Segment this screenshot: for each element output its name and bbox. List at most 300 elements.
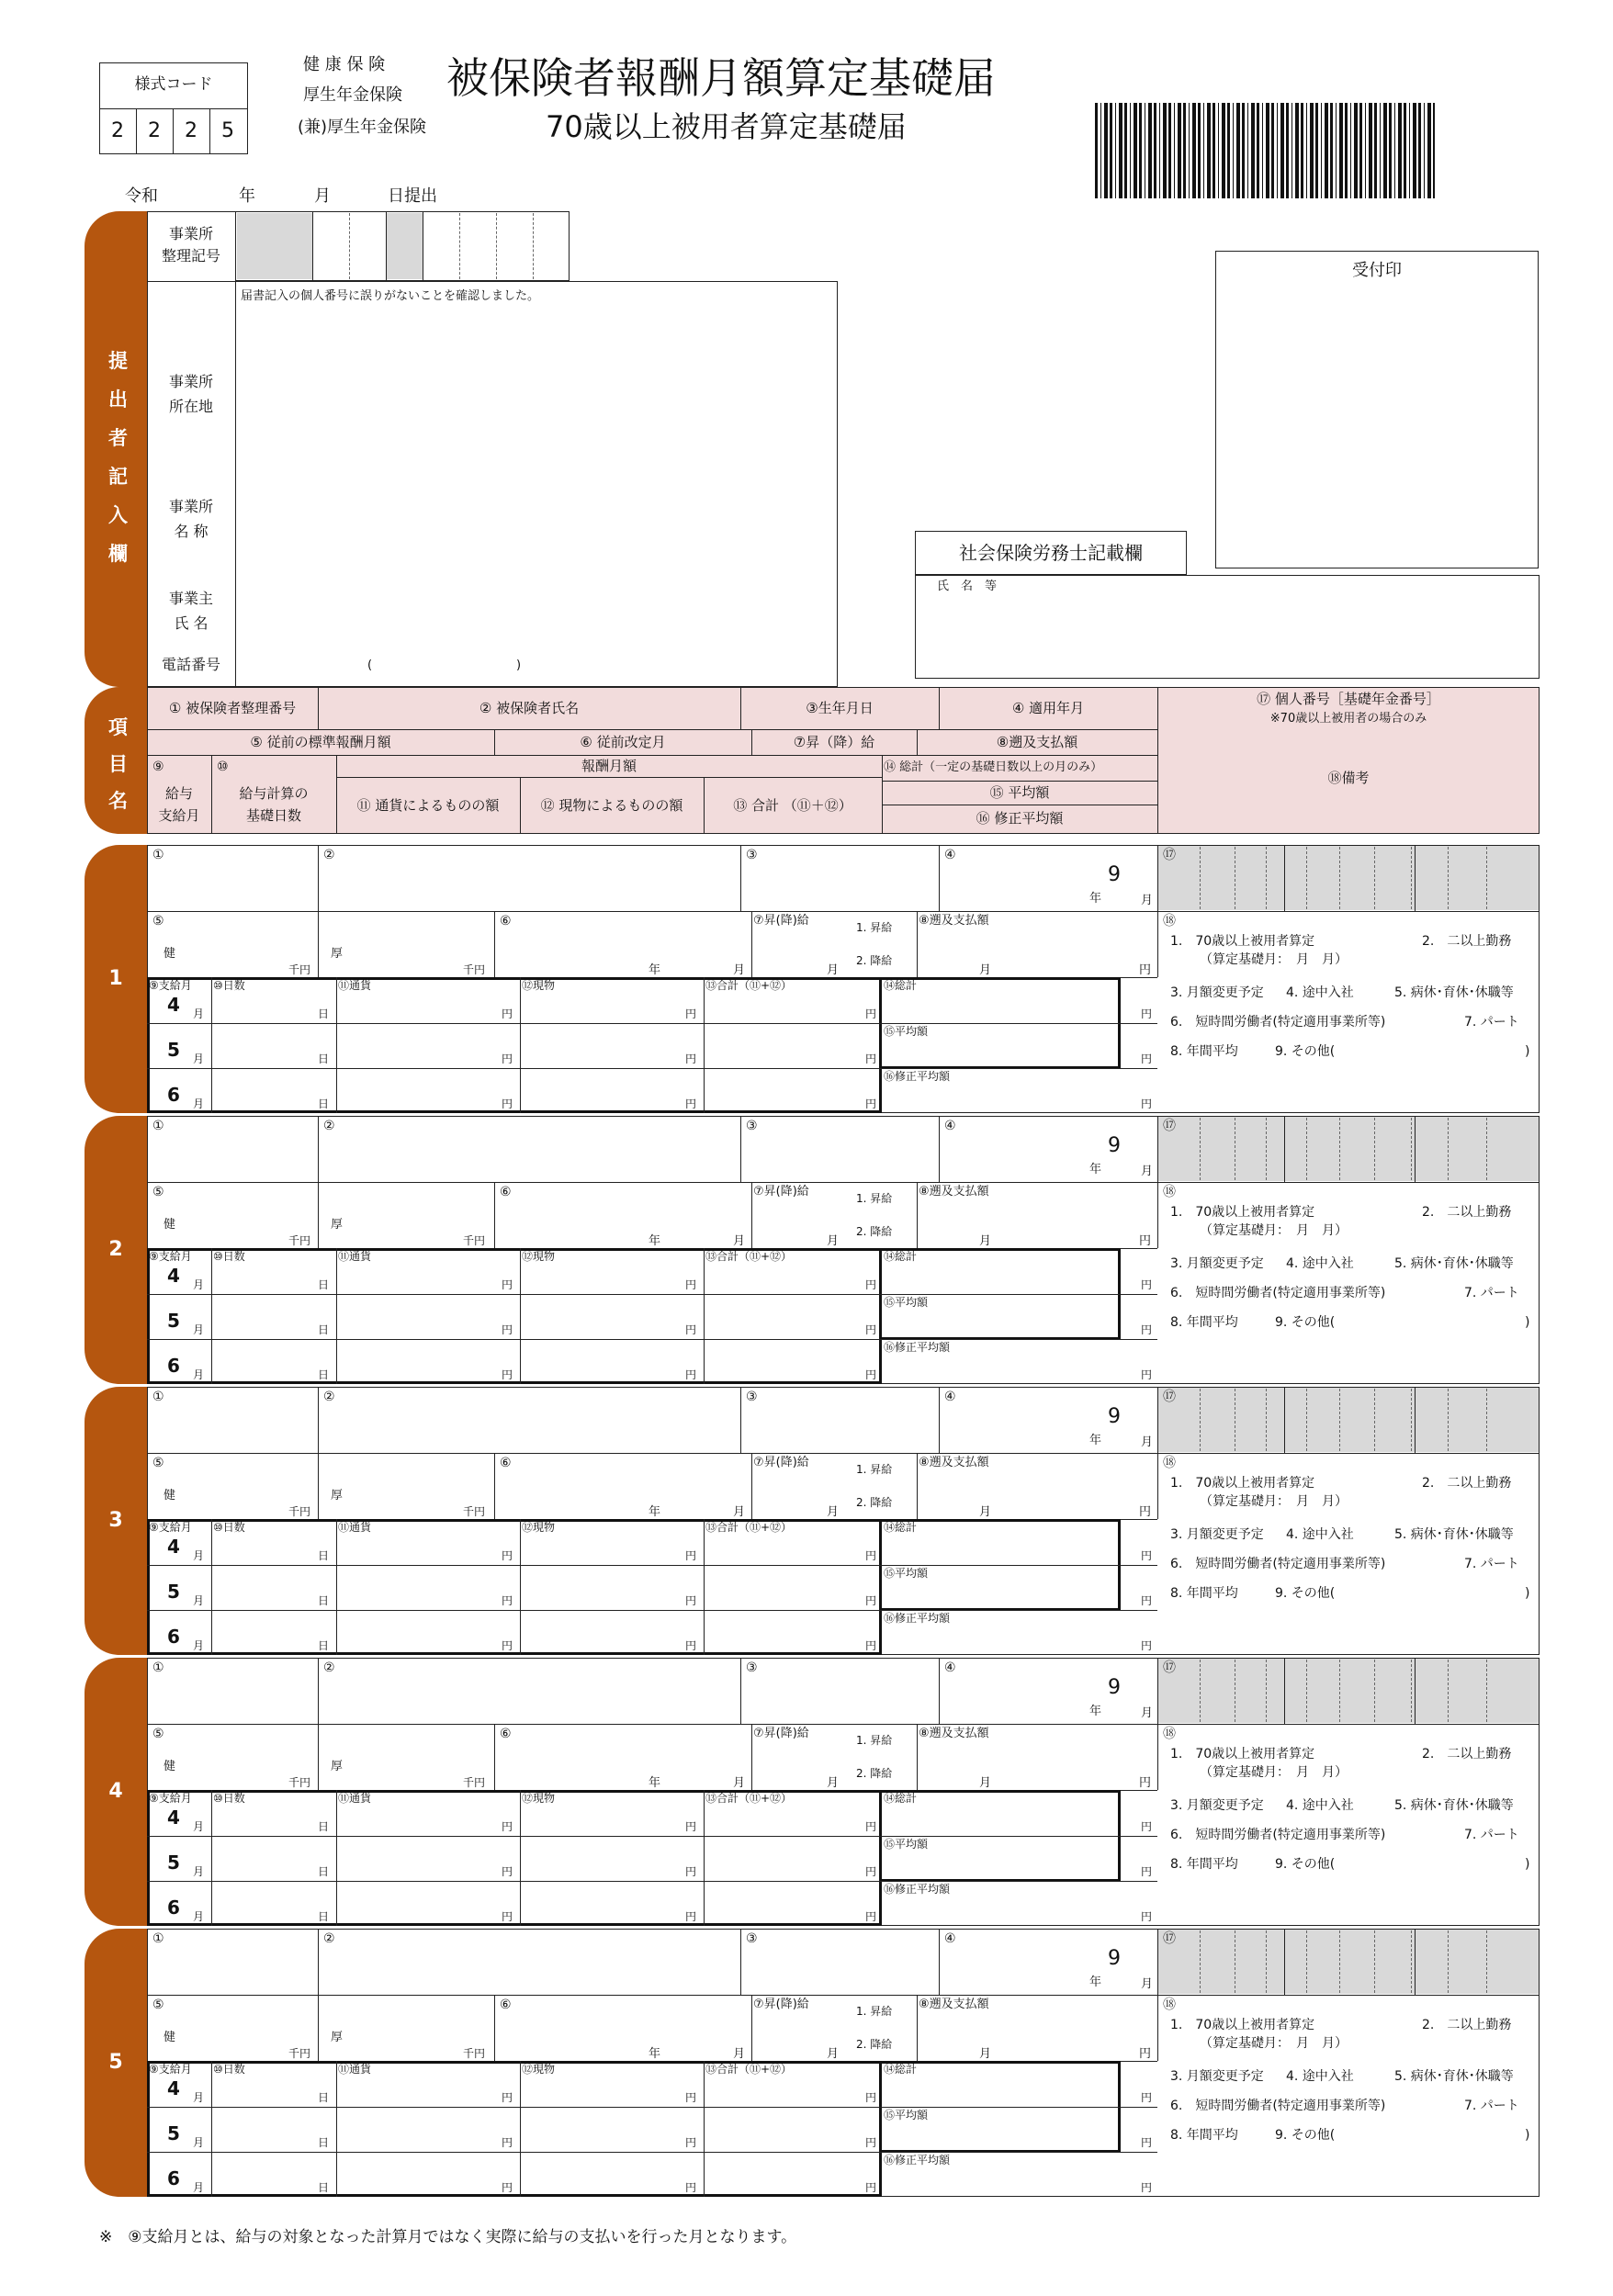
field-prev-standard[interactable]: ⑤ bbox=[152, 1727, 164, 1741]
submitter-section-title: 提 出 者 記 入 欄 bbox=[108, 350, 128, 565]
month-unit: 月 bbox=[193, 2136, 205, 2149]
yen-unit: 円 bbox=[685, 2181, 697, 2194]
field-birthdate[interactable]: ③ bbox=[746, 1931, 758, 1946]
month-unit: 月 bbox=[193, 1007, 205, 1020]
field-insured-name[interactable]: ② bbox=[323, 848, 335, 862]
field-remarks[interactable]: ⑱ bbox=[1163, 914, 1176, 929]
field-total[interactable]: ⑭総計 bbox=[884, 1792, 918, 1805]
yen-unit: 円 bbox=[1139, 2047, 1152, 2061]
remark-option-3[interactable]: 3. 月額変更予定 bbox=[1170, 985, 1264, 1000]
month-unit: 月 bbox=[193, 1594, 205, 1607]
pay-month-value: 5 bbox=[167, 2122, 180, 2144]
field-total[interactable]: ⑭総計 bbox=[884, 1521, 918, 1534]
year-unit: 年 bbox=[649, 2047, 661, 2061]
header-retro-pay: ⑧遡及支払額 bbox=[996, 734, 1078, 750]
yen-unit: 円 bbox=[865, 1594, 877, 1607]
col-days: ⑩日数 bbox=[213, 1521, 245, 1534]
yen-unit: 円 bbox=[865, 1097, 877, 1110]
year-label: 年 bbox=[239, 186, 255, 206]
remark-option-9[interactable]: 9. その他( bbox=[1275, 1315, 1336, 1330]
col-days: ⑩日数 bbox=[213, 979, 245, 992]
header-insured-name: ② 被保険者氏名 bbox=[479, 700, 580, 716]
form-code-label: 様式コード bbox=[134, 75, 213, 94]
address-label: 事業所 所在地 bbox=[168, 373, 213, 415]
field-remarks[interactable]: ⑱ bbox=[1163, 1185, 1176, 1199]
remark-option-9-close: ) bbox=[1525, 1857, 1530, 1872]
remark-option-7[interactable]: 7. パート bbox=[1464, 1015, 1519, 1030]
phone-paren-close: ) bbox=[516, 658, 522, 672]
day-unit: 日 bbox=[318, 1368, 330, 1381]
remark-option-4[interactable]: 4. 途中入社 bbox=[1286, 1798, 1354, 1813]
yen-unit: 円 bbox=[685, 1052, 697, 1065]
remark-option-4[interactable]: 4. 途中入社 bbox=[1286, 985, 1354, 1000]
row-number: 5 bbox=[108, 2051, 123, 2074]
yen-unit: 円 bbox=[1141, 2136, 1153, 2149]
header-currency: ⑪ 通貨によるものの額 bbox=[356, 797, 500, 814]
col-pay-month: ⑨支給月 bbox=[149, 1792, 192, 1805]
senyen-unit: 千円 bbox=[288, 1505, 311, 1518]
yen-unit: 円 bbox=[865, 1865, 877, 1878]
remark-option-9[interactable]: 9. その他( bbox=[1275, 1586, 1336, 1601]
yen-unit: 円 bbox=[865, 1052, 877, 1065]
pay-month-value: 5 bbox=[167, 1581, 180, 1603]
senyen-unit: 千円 bbox=[463, 1234, 486, 1247]
field-prev-revision[interactable]: ⑥ bbox=[500, 1185, 512, 1199]
year-unit: 年 bbox=[1089, 892, 1102, 906]
era-label: 令和 bbox=[125, 186, 158, 206]
remark-option-8[interactable]: 8. 年間平均 bbox=[1170, 1315, 1238, 1330]
raise-option[interactable]: 1. 昇給 bbox=[856, 1734, 893, 1747]
yen-unit: 円 bbox=[1141, 2181, 1153, 2194]
field-total[interactable]: ⑭総計 bbox=[884, 979, 918, 992]
field-personal-number[interactable]: ⑰ bbox=[1163, 1390, 1176, 1404]
header-apply-month: ④ 適用年月 bbox=[1011, 700, 1085, 716]
field-average[interactable]: ⑮平均額 bbox=[884, 2109, 929, 2122]
phone-label: 電話番号 bbox=[161, 656, 220, 673]
col-in-kind: ⑫現物 bbox=[522, 1792, 556, 1805]
field-birthdate[interactable]: ③ bbox=[746, 1390, 758, 1404]
yen-unit: 円 bbox=[685, 1865, 697, 1878]
remark-option-9-close: ) bbox=[1525, 1315, 1530, 1330]
col-sum: ⑬合計（⑪+⑫） bbox=[705, 1250, 793, 1263]
remark-option-4[interactable]: 4. 途中入社 bbox=[1286, 2069, 1354, 2084]
month-unit: 月 bbox=[733, 1776, 746, 1790]
remark-option-1[interactable]: 1. 70歳以上被用者算定 bbox=[1170, 2018, 1315, 2032]
apply-month-value: 9 bbox=[1108, 1134, 1121, 1157]
month-unit: 月 bbox=[1141, 894, 1154, 907]
sharoushi-field[interactable] bbox=[915, 575, 1540, 679]
field-prev-standard[interactable]: ⑤ bbox=[152, 1456, 164, 1470]
remark-option-8[interactable]: 8. 年間平均 bbox=[1170, 1044, 1238, 1059]
pay-month-value: 5 bbox=[167, 1039, 180, 1061]
yen-unit: 円 bbox=[685, 1007, 697, 1020]
field-revised-average[interactable]: ⑯修正平均額 bbox=[884, 2154, 951, 2167]
field-raise[interactable]: ⑦昇(降)給 bbox=[753, 1998, 809, 2011]
ken-label: 健 bbox=[164, 1760, 176, 1773]
barcode bbox=[1095, 103, 1435, 198]
pay-month-value: 4 bbox=[167, 1806, 180, 1829]
lower-option[interactable]: 2. 降給 bbox=[856, 954, 893, 967]
field-apply-month[interactable]: ④ bbox=[944, 1660, 956, 1675]
remark-option-6[interactable]: 6. 短時間労働者(特定適用事業所等) bbox=[1170, 1015, 1386, 1030]
yen-unit: 円 bbox=[1139, 1776, 1152, 1790]
field-prev-revision[interactable]: ⑥ bbox=[500, 914, 512, 929]
col-pay-month: ⑨支給月 bbox=[149, 1521, 192, 1534]
field-apply-month[interactable]: ④ bbox=[944, 848, 956, 862]
yen-unit: 円 bbox=[1141, 1639, 1153, 1652]
month-label: 月 bbox=[314, 186, 331, 206]
yen-unit: 円 bbox=[865, 1007, 877, 1020]
header-sum: ⑬ 合計 （⑪＋⑫） bbox=[733, 797, 852, 814]
year-unit: 年 bbox=[1089, 1975, 1102, 1989]
remark-option-9[interactable]: 9. その他( bbox=[1275, 2128, 1336, 2143]
header-personal-number-note: ※70歳以上被用者の場合のみ bbox=[1269, 712, 1427, 726]
remark-option-3[interactable]: 3. 月額変更予定 bbox=[1170, 1798, 1264, 1813]
remark-option-9-close: ) bbox=[1525, 1586, 1530, 1601]
yen-unit: 円 bbox=[502, 1097, 513, 1110]
remark-option-1[interactable]: 1. 70歳以上被用者算定 bbox=[1170, 1747, 1315, 1761]
yen-unit: 円 bbox=[685, 1278, 697, 1291]
header-prev-revision: ⑥ 従前改定月 bbox=[580, 734, 666, 750]
month-unit: 月 bbox=[193, 1097, 205, 1110]
year-unit: 年 bbox=[1089, 1705, 1102, 1718]
confirm-note: 届書記入の個人番号に誤りがないことを確認しました。 bbox=[241, 289, 540, 303]
field-raise[interactable]: ⑦昇(降)給 bbox=[753, 1185, 809, 1199]
month-unit: 月 bbox=[193, 2181, 205, 2194]
raise-option[interactable]: 1. 昇給 bbox=[856, 1192, 893, 1205]
remark-option-2[interactable]: 2. 二以上勤務 bbox=[1422, 1476, 1512, 1491]
lower-option[interactable]: 2. 降給 bbox=[856, 1225, 893, 1238]
month-unit: 月 bbox=[193, 1278, 205, 1291]
yen-unit: 円 bbox=[502, 1368, 513, 1381]
office-code-label: 事業所 整理記号 bbox=[161, 225, 220, 264]
year-unit: 年 bbox=[649, 1776, 661, 1790]
yen-unit: 円 bbox=[1141, 1594, 1153, 1607]
col-sum: ⑬合計（⑪+⑫） bbox=[705, 1521, 793, 1534]
yen-unit: 円 bbox=[1141, 1865, 1153, 1878]
field-insured-name[interactable]: ② bbox=[323, 1660, 335, 1675]
remark-option-9[interactable]: 9. その他( bbox=[1275, 1857, 1336, 1872]
lower-option[interactable]: 2. 降給 bbox=[856, 1767, 893, 1780]
day-unit: 日 bbox=[318, 1278, 330, 1291]
field-insured-name[interactable]: ② bbox=[323, 1119, 335, 1133]
remark-base-months: （算定基礎月： 月 月） bbox=[1200, 1765, 1348, 1780]
field-personal-number[interactable]: ⑰ bbox=[1163, 1660, 1176, 1675]
remark-option-7[interactable]: 7. パート bbox=[1464, 1286, 1519, 1300]
yen-unit: 円 bbox=[865, 2091, 877, 2104]
remark-option-3[interactable]: 3. 月額変更予定 bbox=[1170, 2069, 1264, 2084]
yen-unit: 円 bbox=[1141, 1052, 1153, 1065]
yen-unit: 円 bbox=[685, 1594, 697, 1607]
senyen-unit: 千円 bbox=[288, 1776, 311, 1789]
field-birthdate[interactable]: ③ bbox=[746, 1660, 758, 1675]
senyen-unit: 千円 bbox=[463, 963, 486, 976]
month-unit: 月 bbox=[1141, 1977, 1154, 1991]
remark-option-5[interactable]: 5. 病休･育休･休職等 bbox=[1394, 1798, 1514, 1813]
kou-label: 厚 bbox=[331, 1760, 344, 1773]
day-unit: 日 bbox=[318, 1097, 330, 1110]
field-average[interactable]: ⑮平均額 bbox=[884, 1567, 929, 1580]
yen-unit: 円 bbox=[502, 1549, 513, 1562]
field-retro-pay[interactable]: ⑧遡及支払額 bbox=[919, 1456, 989, 1469]
month-unit: 月 bbox=[733, 963, 746, 977]
field-birthdate[interactable]: ③ bbox=[746, 1119, 758, 1133]
day-unit: 日 bbox=[318, 1865, 330, 1878]
col-pay-month: ⑨支給月 bbox=[149, 2063, 192, 2076]
office-info-field[interactable] bbox=[235, 281, 838, 687]
header-base-days: 給与計算の 基礎日数 bbox=[239, 785, 309, 824]
field-retro-pay[interactable]: ⑧遡及支払額 bbox=[919, 1185, 989, 1199]
yen-unit: 円 bbox=[502, 1910, 513, 1923]
month-unit: 月 bbox=[193, 1549, 205, 1562]
row-number: 2 bbox=[108, 1238, 123, 1261]
row-number: 1 bbox=[108, 967, 123, 990]
field-insured-number[interactable]: ① bbox=[152, 1931, 164, 1946]
year-unit: 年 bbox=[649, 1505, 661, 1519]
day-unit: 日 bbox=[318, 1007, 330, 1020]
field-insured-number[interactable]: ① bbox=[152, 1660, 164, 1675]
remark-base-months: （算定基礎月： 月 月） bbox=[1200, 952, 1348, 967]
day-unit: 日 bbox=[318, 1820, 330, 1833]
apply-month-value: 9 bbox=[1108, 1947, 1121, 1970]
field-revised-average[interactable]: ⑯修正平均額 bbox=[884, 1070, 951, 1083]
field-prev-revision[interactable]: ⑥ bbox=[500, 1998, 512, 2012]
yen-unit: 円 bbox=[685, 1097, 697, 1110]
kou-label: 厚 bbox=[331, 1218, 344, 1232]
remark-option-2[interactable]: 2. 二以上勤務 bbox=[1422, 1747, 1512, 1761]
month-unit: 月 bbox=[827, 1234, 840, 1248]
remark-option-2[interactable]: 2. 二以上勤務 bbox=[1422, 1205, 1512, 1220]
remark-option-3[interactable]: 3. 月額変更予定 bbox=[1170, 1256, 1264, 1271]
field-insured-number[interactable]: ① bbox=[152, 1390, 164, 1404]
month-unit: 月 bbox=[1141, 1165, 1154, 1178]
field-apply-month[interactable]: ④ bbox=[944, 1119, 956, 1133]
header-insured-number: ① 被保険者整理番号 bbox=[168, 700, 297, 716]
yen-unit: 円 bbox=[685, 2091, 697, 2104]
field-personal-number[interactable]: ⑰ bbox=[1163, 848, 1176, 862]
month-unit: 月 bbox=[733, 2047, 746, 2061]
field-retro-pay[interactable]: ⑧遡及支払額 bbox=[919, 914, 989, 928]
raise-option[interactable]: 1. 昇給 bbox=[856, 1463, 893, 1476]
field-raise[interactable]: ⑦昇(降)給 bbox=[753, 1456, 809, 1469]
field-insured-name[interactable]: ② bbox=[323, 1931, 335, 1946]
senyen-unit: 千円 bbox=[463, 1776, 486, 1789]
yen-unit: 円 bbox=[502, 1278, 513, 1291]
header-prev-standard: ⑤ 従前の標準報酬月額 bbox=[250, 734, 391, 750]
form-code-digit: 5 bbox=[221, 119, 234, 142]
header-in-kind: ⑫ 現物によるものの額 bbox=[540, 797, 683, 814]
field-remarks[interactable]: ⑱ bbox=[1163, 1456, 1176, 1470]
field-average[interactable]: ⑮平均額 bbox=[884, 1296, 929, 1309]
day-unit: 日 bbox=[318, 2136, 330, 2149]
yen-unit: 円 bbox=[685, 1639, 697, 1652]
senyen-unit: 千円 bbox=[463, 1505, 486, 1518]
remark-option-5[interactable]: 5. 病休･育休･休職等 bbox=[1394, 2069, 1514, 2084]
remark-option-1[interactable]: 1. 70歳以上被用者算定 bbox=[1170, 1476, 1315, 1491]
field-revised-average[interactable]: ⑯修正平均額 bbox=[884, 1883, 951, 1896]
day-unit: 日 bbox=[318, 1323, 330, 1336]
apply-month-value: 9 bbox=[1108, 1676, 1121, 1699]
remark-option-6[interactable]: 6. 短時間労働者(特定適用事業所等) bbox=[1170, 2099, 1386, 2113]
header-monthly-pay: 報酬月額 bbox=[581, 758, 637, 774]
header-personal-number: ⑰ 個人番号［基礎年金番号］ bbox=[1257, 691, 1440, 707]
month-unit: 月 bbox=[979, 1234, 992, 1248]
field-total[interactable]: ⑭総計 bbox=[884, 1250, 918, 1263]
month-unit: 月 bbox=[193, 1910, 205, 1923]
yen-unit: 円 bbox=[685, 1910, 697, 1923]
remark-option-1[interactable]: 1. 70歳以上被用者算定 bbox=[1170, 1205, 1315, 1220]
remark-option-4[interactable]: 4. 途中入社 bbox=[1286, 1527, 1354, 1542]
remark-option-7[interactable]: 7. パート bbox=[1464, 1557, 1519, 1571]
ken-label: 健 bbox=[164, 1489, 176, 1503]
pay-month-value: 6 bbox=[167, 2167, 180, 2189]
remark-base-months: （算定基礎月： 月 月） bbox=[1200, 2036, 1348, 2051]
field-insured-number[interactable]: ① bbox=[152, 848, 164, 862]
field-prev-standard[interactable]: ⑤ bbox=[152, 914, 164, 929]
pay-month-value: 6 bbox=[167, 1626, 180, 1648]
remark-option-8[interactable]: 8. 年間平均 bbox=[1170, 1857, 1238, 1872]
yen-unit: 円 bbox=[685, 1820, 697, 1833]
remark-option-4[interactable]: 4. 途中入社 bbox=[1286, 1256, 1354, 1271]
senyen-unit: 千円 bbox=[288, 963, 311, 976]
remark-option-1[interactable]: 1. 70歳以上被用者算定 bbox=[1170, 934, 1315, 949]
col-sum: ⑬合計（⑪+⑫） bbox=[705, 2063, 793, 2076]
yen-unit: 円 bbox=[502, 2181, 513, 2194]
header-pay-month: 給与 支給月 bbox=[158, 785, 200, 824]
remark-base-months: （算定基礎月： 月 月） bbox=[1200, 1223, 1348, 1238]
field-apply-month[interactable]: ④ bbox=[944, 1931, 956, 1946]
header-total: ⑭ 総計（一定の基礎日数以上の月のみ） bbox=[884, 760, 1103, 774]
field-remarks[interactable]: ⑱ bbox=[1163, 1727, 1176, 1741]
month-unit: 月 bbox=[193, 1052, 205, 1065]
senyen-unit: 千円 bbox=[288, 1234, 311, 1247]
col-pay-month: ⑨支給月 bbox=[149, 1250, 192, 1263]
year-unit: 年 bbox=[649, 1234, 661, 1248]
yen-unit: 円 bbox=[685, 1323, 697, 1336]
field-raise[interactable]: ⑦昇(降)給 bbox=[753, 914, 809, 928]
month-unit: 月 bbox=[1141, 1706, 1154, 1720]
remark-option-5[interactable]: 5. 病休･育休･休職等 bbox=[1394, 985, 1514, 1000]
remark-option-6[interactable]: 6. 短時間労働者(特定適用事業所等) bbox=[1170, 1828, 1386, 1842]
remark-option-7[interactable]: 7. パート bbox=[1464, 2099, 1519, 2113]
remark-option-3[interactable]: 3. 月額変更予定 bbox=[1170, 1527, 1264, 1542]
field-personal-number[interactable]: ⑰ bbox=[1163, 1119, 1176, 1133]
pay-month-value: 4 bbox=[167, 1265, 180, 1287]
field-birthdate[interactable]: ③ bbox=[746, 848, 758, 862]
owner-label: 事業主 氏 名 bbox=[168, 590, 213, 632]
yen-unit: 円 bbox=[865, 2181, 877, 2194]
senyen-unit: 千円 bbox=[463, 2047, 486, 2060]
remark-option-5[interactable]: 5. 病休･育休･休職等 bbox=[1394, 1527, 1514, 1542]
lower-option[interactable]: 2. 降給 bbox=[856, 1496, 893, 1509]
month-unit: 月 bbox=[1141, 1435, 1154, 1449]
field-revised-average[interactable]: ⑯修正平均額 bbox=[884, 1341, 951, 1354]
kou-label: 厚 bbox=[331, 2031, 344, 2044]
receipt-stamp-box bbox=[1215, 251, 1539, 568]
yen-unit: 円 bbox=[865, 1549, 877, 1562]
remark-option-2[interactable]: 2. 二以上勤務 bbox=[1422, 2018, 1512, 2032]
yen-unit: 円 bbox=[502, 1007, 513, 1020]
yen-unit: 円 bbox=[685, 2136, 697, 2149]
remark-option-2[interactable]: 2. 二以上勤務 bbox=[1422, 934, 1512, 949]
field-insured-number[interactable]: ① bbox=[152, 1119, 164, 1133]
field-prev-standard[interactable]: ⑤ bbox=[152, 1998, 164, 2012]
col-currency: ⑪通貨 bbox=[338, 1792, 372, 1805]
yen-unit: 円 bbox=[865, 1820, 877, 1833]
year-unit: 年 bbox=[649, 963, 661, 977]
field-total[interactable]: ⑭総計 bbox=[884, 2063, 918, 2076]
yen-unit: 円 bbox=[1141, 1549, 1153, 1562]
month-unit: 月 bbox=[733, 1505, 746, 1519]
raise-option[interactable]: 1. 昇給 bbox=[856, 921, 893, 934]
field-prev-revision[interactable]: ⑥ bbox=[500, 1456, 512, 1470]
yen-unit: 円 bbox=[685, 1549, 697, 1562]
ken-label: 健 bbox=[164, 2031, 176, 2044]
col-days: ⑩日数 bbox=[213, 1250, 245, 1263]
month-unit: 月 bbox=[979, 1505, 992, 1519]
field-retro-pay[interactable]: ⑧遡及支払額 bbox=[919, 1727, 989, 1740]
field-average[interactable]: ⑮平均額 bbox=[884, 1838, 929, 1851]
raise-option[interactable]: 1. 昇給 bbox=[856, 2005, 893, 2018]
yen-unit: 円 bbox=[685, 1368, 697, 1381]
day-unit: 日 bbox=[318, 1910, 330, 1923]
remark-option-6[interactable]: 6. 短時間労働者(特定適用事業所等) bbox=[1170, 1557, 1386, 1571]
field-raise[interactable]: ⑦昇(降)給 bbox=[753, 1727, 809, 1740]
month-unit: 月 bbox=[827, 1776, 840, 1790]
header-10-num: ⑩ bbox=[217, 760, 229, 774]
sharoushi-title: 社会保険労務士記載欄 bbox=[959, 542, 1143, 564]
header-raise: ⑦昇（降）給 bbox=[793, 734, 875, 750]
yen-unit: 円 bbox=[865, 1639, 877, 1652]
month-unit: 月 bbox=[733, 1234, 746, 1248]
month-unit: 月 bbox=[979, 963, 992, 977]
field-prev-standard[interactable]: ⑤ bbox=[152, 1185, 164, 1199]
yen-unit: 円 bbox=[1141, 1007, 1153, 1020]
field-apply-month[interactable]: ④ bbox=[944, 1390, 956, 1404]
phone-paren-open: ( bbox=[367, 658, 373, 672]
day-unit: 日 bbox=[318, 1549, 330, 1562]
day-unit: 日 bbox=[318, 2181, 330, 2194]
remark-option-7[interactable]: 7. パート bbox=[1464, 1828, 1519, 1842]
field-retro-pay[interactable]: ⑧遡及支払額 bbox=[919, 1998, 989, 2011]
col-days: ⑩日数 bbox=[213, 2063, 245, 2076]
remark-option-8[interactable]: 8. 年間平均 bbox=[1170, 1586, 1238, 1601]
remark-option-8[interactable]: 8. 年間平均 bbox=[1170, 2128, 1238, 2143]
field-personal-number[interactable]: ⑰ bbox=[1163, 1931, 1176, 1946]
yen-unit: 円 bbox=[502, 2091, 513, 2104]
month-unit: 月 bbox=[827, 963, 840, 977]
col-in-kind: ⑫現物 bbox=[522, 1250, 556, 1263]
field-prev-revision[interactable]: ⑥ bbox=[500, 1727, 512, 1741]
ken-label: 健 bbox=[164, 947, 176, 961]
remark-option-5[interactable]: 5. 病休･育休･休職等 bbox=[1394, 1256, 1514, 1271]
receipt-label: 受付印 bbox=[1352, 261, 1402, 280]
field-insured-name[interactable]: ② bbox=[323, 1390, 335, 1404]
field-remarks[interactable]: ⑱ bbox=[1163, 1998, 1176, 2012]
field-revised-average[interactable]: ⑯修正平均額 bbox=[884, 1612, 951, 1625]
col-sum: ⑬合計（⑪+⑫） bbox=[705, 979, 793, 992]
pay-month-value: 4 bbox=[167, 2077, 180, 2099]
field-average[interactable]: ⑮平均額 bbox=[884, 1025, 929, 1038]
apply-month-value: 9 bbox=[1108, 1405, 1121, 1428]
remark-option-6[interactable]: 6. 短時間労働者(特定適用事業所等) bbox=[1170, 1286, 1386, 1300]
yen-unit: 円 bbox=[502, 1323, 513, 1336]
lower-option[interactable]: 2. 降給 bbox=[856, 2038, 893, 2051]
row-number: 3 bbox=[108, 1509, 123, 1532]
col-currency: ⑪通貨 bbox=[338, 979, 372, 992]
remark-option-9[interactable]: 9. その他( bbox=[1275, 1044, 1336, 1059]
month-unit: 月 bbox=[979, 1776, 992, 1790]
